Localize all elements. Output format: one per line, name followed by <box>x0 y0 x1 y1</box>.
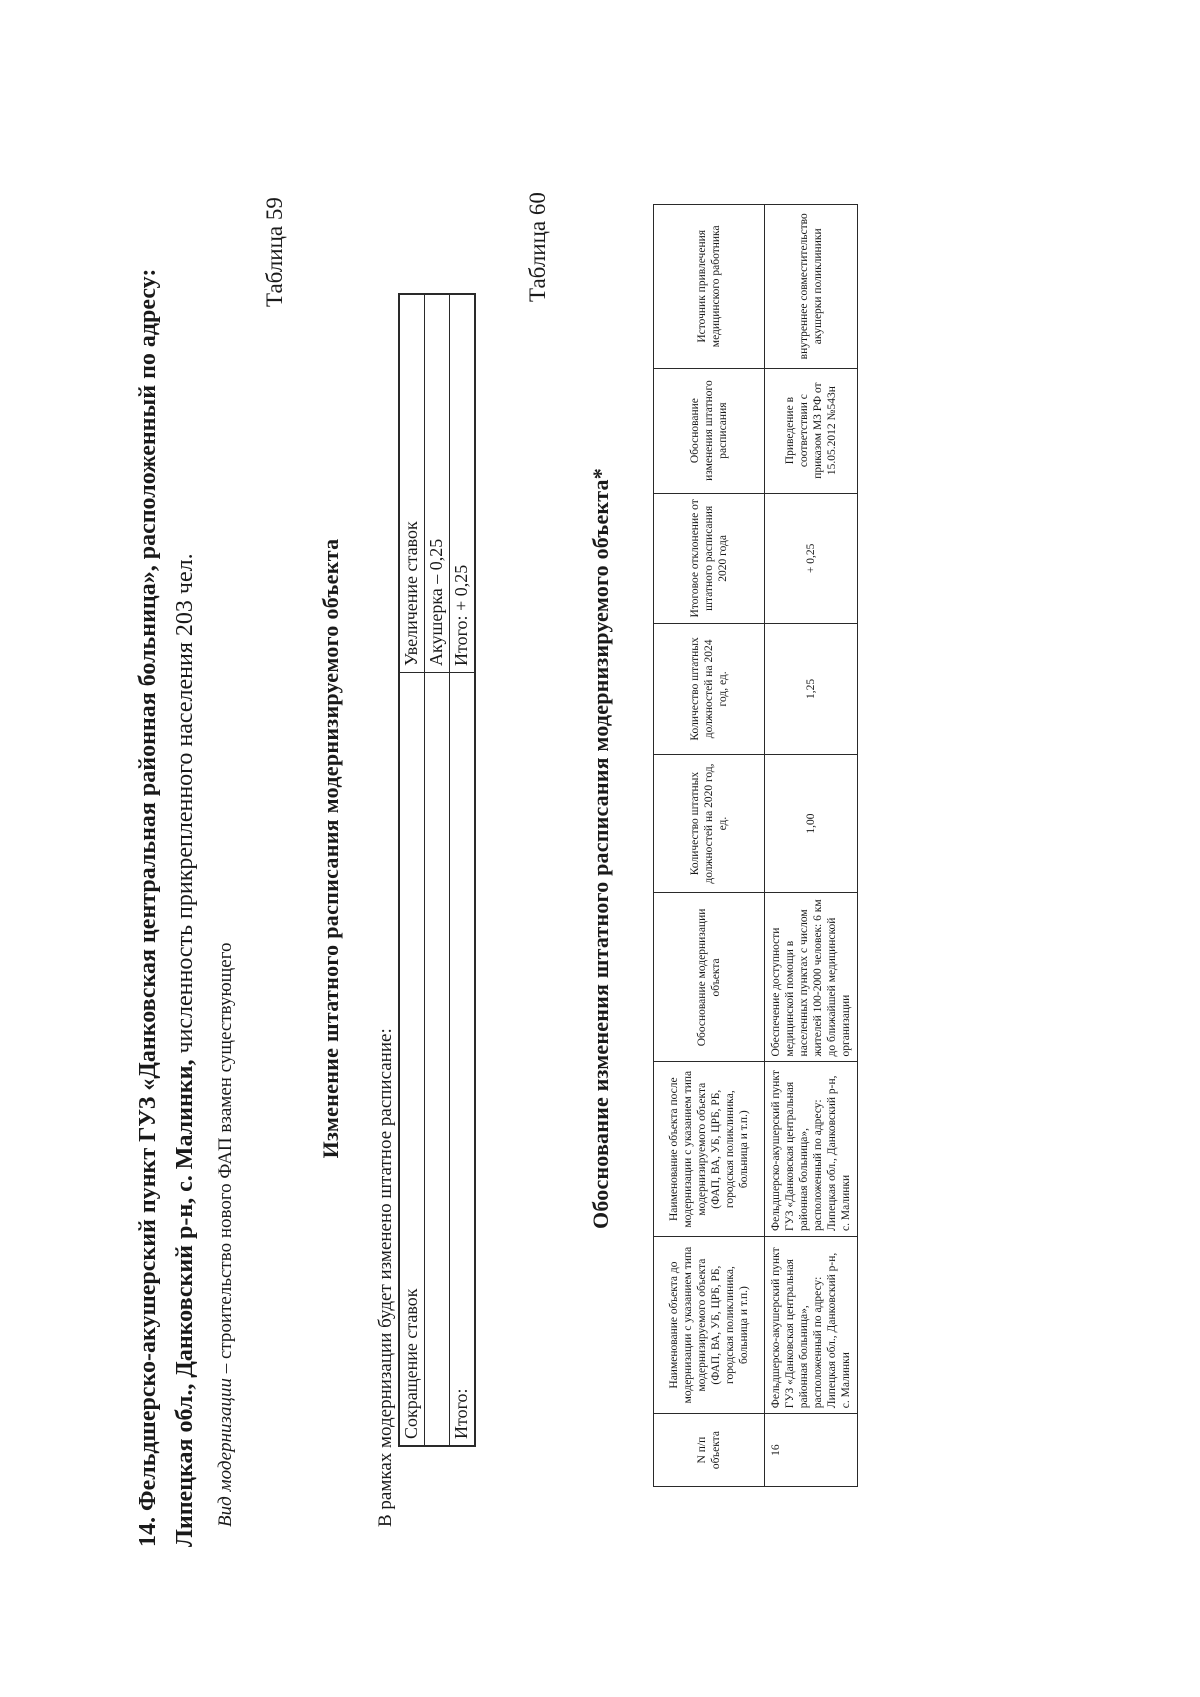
cell-number: 16 <box>765 1414 858 1487</box>
modernization-type <box>215 942 237 1527</box>
cell-decrease-empty <box>425 673 450 1447</box>
col-header-source: Источник привлечения медицинского работника <box>654 205 765 369</box>
table-59-title: Изменение штатного расписания модернизируемого объекта <box>318 538 343 1159</box>
cell-justification: Обеспечение доступности медицинской помощи в населенных пунктах с числом жителей 100-2000 человек: 6 км до ближайшей медицинской организации <box>765 893 858 1062</box>
section-heading-population: численность прикрепленного населения 203 чел. <box>172 553 198 1060</box>
table-60-caption: Таблица 60 <box>525 192 550 302</box>
header-decrease: Сокращение ставок <box>399 673 425 1447</box>
col-header-number: N п/п объекта <box>654 1414 765 1487</box>
col-header-change-basis: Обоснование изменения штатного расписания <box>654 368 765 493</box>
col-header-before: Наименование объекта до модернизации с указанием типа модернизируемого объекта (ФАП, ВА, УБ, ЦРБ, РБ, городская поликлиника, больница и т.п.) <box>654 1236 765 1413</box>
modernization-type-label: Вид модернизации <box>215 1378 236 1527</box>
cell-total-value: Итого: + 0,25 <box>450 294 476 673</box>
cell-before: Фельдшерско-акушерский пункт ГУЗ «Данковская центральная районная больница», расположенный по адресу: Липецкая обл., Данковский р-н, с. Малинки <box>765 1236 858 1413</box>
cell-total-label: Итого: <box>450 673 476 1447</box>
cell-source: внутреннее совместительство акушерки поликлиники <box>765 205 858 369</box>
justification-table <box>653 204 858 1487</box>
table-row <box>425 294 450 1446</box>
col-header-after: Наименование объекта после модернизации с указанием типа модернизируемого объекта (ФАП, ВА, УБ, ЦРБ, РБ, городская поликлиника, больница и т.п.) <box>654 1062 765 1237</box>
table-59-intro: В рамках модернизации будет изменено штатное расписание: <box>375 1028 396 1527</box>
table-header-row <box>654 205 765 1487</box>
table-row <box>399 294 425 1446</box>
table-60-title: Обоснование изменения штатного расписания модернизируемого объекта* <box>588 468 613 1229</box>
table-row <box>765 205 858 1487</box>
col-header-staff-2020: Количество штатных должностей на 2020 год, ед. <box>654 754 765 893</box>
cell-deviation: + 0,25 <box>765 493 858 624</box>
table-59-caption: Таблица 59 <box>262 197 287 307</box>
cell-increase-value: Акушерка – 0,25 <box>425 294 450 673</box>
cell-change-basis: Приведение в соответствии с приказом МЗ РФ от 15.05.2012 №543н <box>765 368 858 493</box>
cell-staff-2020: 1,00 <box>765 754 858 893</box>
section-heading-bold: 14. Фельдшерско-акушерский пункт ГУЗ «Данковская центральная районная больница», расположенный по адресу: Липецкая обл., Данковский р-н, с. Малинки, <box>135 268 198 1547</box>
section-heading <box>130 167 204 1547</box>
modernization-type-text: – строительство нового ФАП взамен существующего <box>215 942 236 1379</box>
col-header-justification: Обоснование модернизации объекта <box>654 893 765 1062</box>
header-increase: Увеличение ставок <box>399 294 425 673</box>
table-row <box>450 294 476 1446</box>
col-header-deviation: Итоговое отклонение от штатного расписания 2020 года <box>654 493 765 624</box>
col-header-staff-2024: Количество штатных должностей на 2024 год, ед. <box>654 624 765 755</box>
cell-staff-2024: 1,25 <box>765 624 858 755</box>
staffing-change-table <box>398 293 476 1447</box>
cell-after: Фельдшерско-акушерский пункт ГУЗ «Данковская центральная районная больница», расположенный по адресу: Липецкая обл., Данковский р-н, с. Малинки <box>765 1062 858 1237</box>
